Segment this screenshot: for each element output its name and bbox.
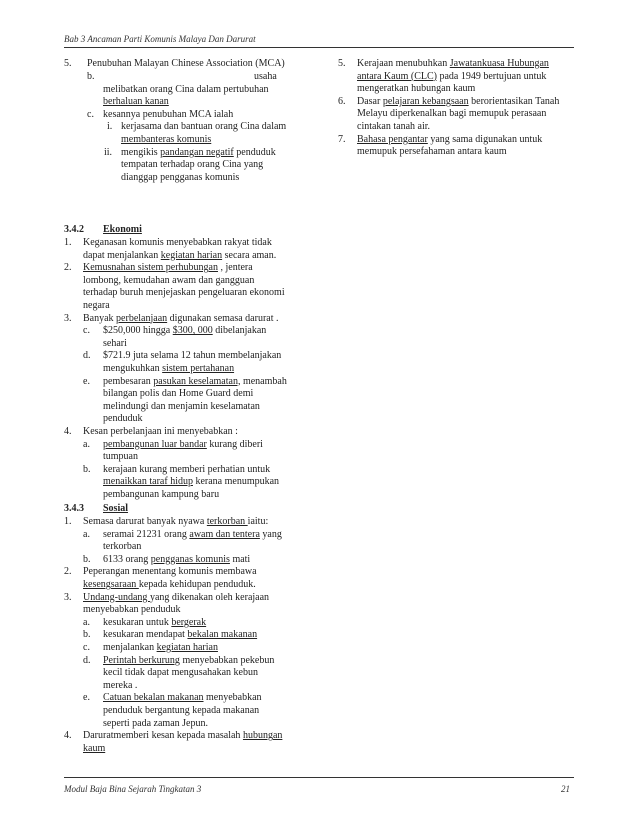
- page-number: 21: [561, 784, 570, 794]
- list-item: b. kerajaan kurang memberi perhatian untuk menaikkan taraf hidup kerana menumpukan pembangunan kampung baru: [83, 463, 280, 500]
- list-item: e. Catuan bekalan makanan menyebabkan penduduk bergantung kepada makanan seperti pada zaman Jepun.: [83, 692, 262, 729]
- list-item: 2. Peperangan menentang komunis membawa kesengsaraan kepada kehidupan penduduk.: [64, 566, 257, 590]
- page-footer: Modul Baja Bina Sejarah Tingkatan 3: [64, 784, 202, 794]
- list-item: 4. Daruratmemberi kesan kepada masalah hubungan kaum: [64, 730, 283, 754]
- list-item: c. menjalankan kegiatan harian: [83, 641, 218, 653]
- list-item: d. $721.9 juta selama 12 tahun membelanjakan mengukuhkan sistem pertahanan: [83, 350, 282, 374]
- list-item: d. Perintah berkurung menyebabkan pekebun kecil tidak dapat mengusahakan kebun mereka .: [83, 654, 275, 691]
- list-item: a. seramai 21231 orang awam dan tentera yang terkorban: [83, 528, 282, 553]
- section-sosial: [64, 503, 314, 755]
- section-heading: 3.4.2 Ekonomi: [64, 224, 142, 235]
- list-item: b. 6133 orang pengganas komunis mati: [83, 553, 251, 565]
- list-item: ii. mengikis pandangan negatif penduduk tempatan terhadap orang Cina yang dianggap pengganas komunis: [104, 146, 276, 183]
- list-item: 3. Banyak perbelanjaan digunakan semasa darurat .: [64, 312, 279, 324]
- list-item: 5. Penubuhan Malayan Chinese Association (MCA): [64, 58, 285, 69]
- section-ekonomi: [64, 224, 314, 501]
- list-item: 1. Semasa darurat banyak nyawa terkorban iaitu:: [64, 516, 269, 527]
- list-item: 7. Bahasa pengantar yang sama digunakan untuk memupuk persefahaman antara kaum: [338, 133, 543, 158]
- list-item: 6. Dasar pelajaran kebangsaan berorientasikan Tanah Melayu diperkenalkan bagi memupuk perasaan cintakan tanah air.: [338, 95, 560, 132]
- list-item: c. $250,000 hingga $300, 000 dibelanjakan sehari: [83, 325, 267, 349]
- list-item: a. kesukaran untuk bergerak: [83, 616, 207, 628]
- footer-rule: [64, 777, 574, 778]
- list-item: 4. Kesan perbelanjaan ini menyebabkan :: [64, 425, 238, 437]
- list-item: i. kerjasama dan bantuan orang Cina dalam membanteras komunis: [107, 121, 287, 145]
- list-item: b. usaha melibatkan orang Cina dalam pertubuhan berhaluan kanan: [87, 71, 277, 108]
- page-header: Bab 3 Ancaman Parti Komunis Malaya Dan Darurat: [64, 34, 256, 44]
- list-item: a. pembangunan luar bandar kurang diberi tumpuan: [83, 438, 263, 463]
- header-rule: [64, 47, 574, 48]
- left-column: [64, 58, 314, 184]
- list-item: e. pembesaran pasukan keselamatan, menambah bilangan polis dan Home Guard demi melindungi dan menjamin keselamatan penduduk: [83, 375, 287, 425]
- right-column: [338, 58, 578, 159]
- list-item: b. kesukaran mendapat bekalan makanan: [83, 629, 258, 641]
- list-item: 3. Undang-undang yang dikenakan oleh kerajaan menyebabkan penduduk: [64, 591, 270, 616]
- section-heading: 3.4.3 Sosial: [64, 503, 129, 514]
- list-item: 2. Kemusnahan sistem perhubungan , jentera lombong, kemudahan awam dan gangguan terhadap buruh menjejaskan pengeluaran ekonomi negara: [64, 262, 285, 311]
- list-item: 5. Kerajaan menubuhkan Jawatankuasa Hubungan antara Kaum (CLC) pada 1949 bertujuan untuk mengeratkan hubungan kaum: [338, 58, 549, 95]
- list-item: c. kesannya penubuhan MCA ialah: [87, 108, 234, 120]
- list-item: 1. Keganasan komunis menyebabkan rakyat tidak dapat menjalankan kegiatan harian secara aman.: [64, 237, 277, 261]
